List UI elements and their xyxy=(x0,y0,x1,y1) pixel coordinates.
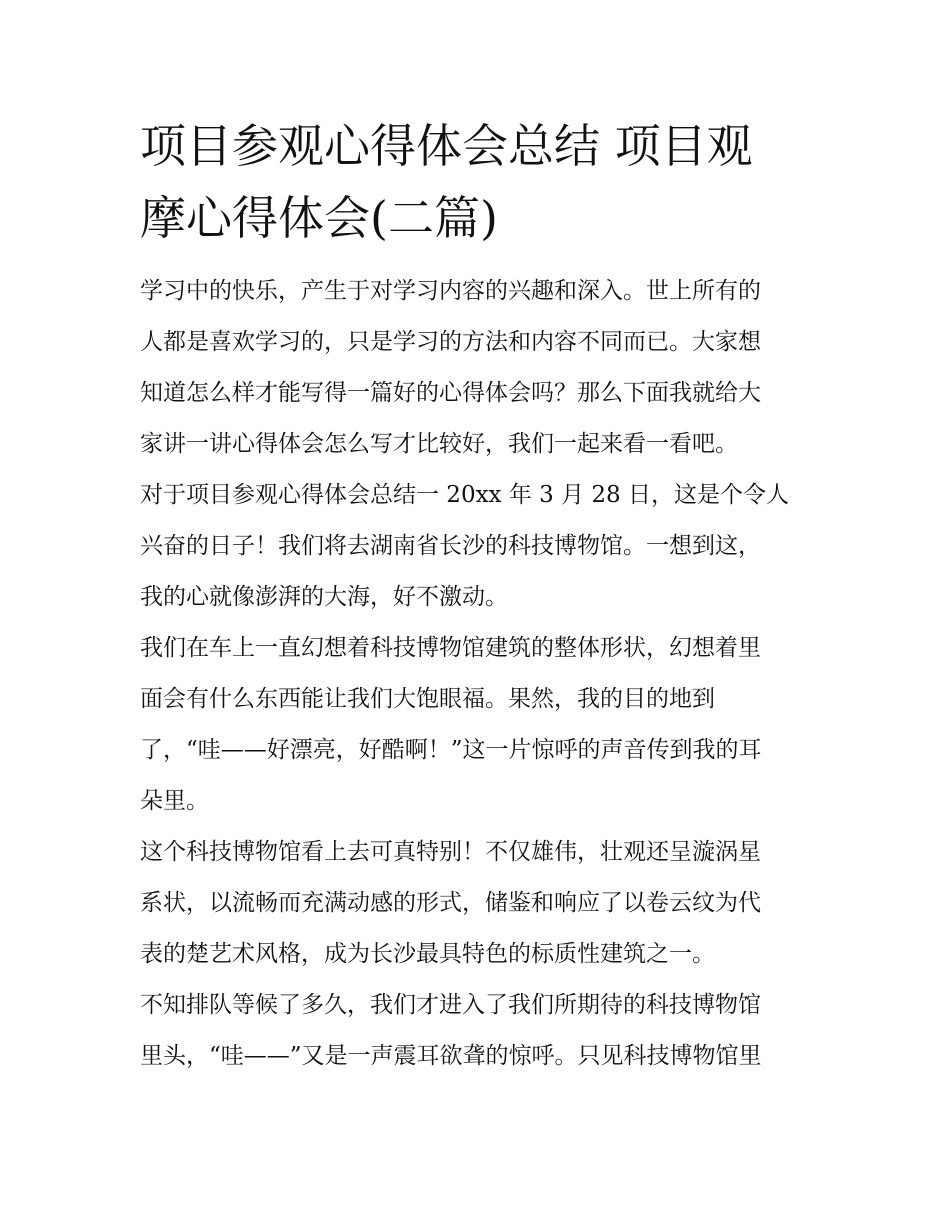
paragraph-2 xyxy=(140,470,816,623)
text-line: 了，“哇——好漂亮，好酷啊！”这一片惊呼的声音传到我的耳 xyxy=(140,737,762,763)
document-body xyxy=(140,266,816,1082)
title-line: 摩心得体会(二篇) xyxy=(140,191,498,245)
document-title xyxy=(140,110,816,254)
paragraph-4 xyxy=(140,827,816,980)
text-line: 朵里。 xyxy=(140,788,209,814)
text-line: 这个科技博物馆看上去可真特别！不仅雄伟，壮观还呈漩涡星 xyxy=(140,839,761,865)
text-line: 我们在车上一直幻想着科技博物馆建筑的整体形状，幻想着里 xyxy=(140,635,761,661)
text-line: 里头，“哇——”又是一声震耳欲聋的惊呼。只见科技博物馆里 xyxy=(140,1043,762,1069)
title-line: 项目参观心得体会总结 项目观 xyxy=(140,119,753,173)
text-line: 家讲一讲心得体会怎么写才比较好，我们一起来看一看吧。 xyxy=(140,431,738,457)
paragraph-5 xyxy=(140,980,816,1082)
text-line: 表的楚艺术风格，成为长沙最具特色的标质性建筑之一。 xyxy=(140,941,715,967)
text-line: 我的心就像澎湃的大海，好不激动。 xyxy=(140,584,508,610)
text-line: 系状，以流畅而充满动感的形式，储鉴和响应了以卷云纹为代 xyxy=(140,890,761,916)
paragraph-3 xyxy=(140,623,816,827)
text-line: 对于项目参观心得体会总结一 20xx 年 3 月 28 日，这是个令人 xyxy=(140,482,789,508)
document-content xyxy=(140,110,816,1082)
paragraph-1 xyxy=(140,266,816,470)
text-line: 知道怎么样才能写得一篇好的心得体会吗？那么下面我就给大 xyxy=(140,380,761,406)
text-line: 学习中的快乐，产生于对学习内容的兴趣和深入。世上所有的 xyxy=(140,278,761,304)
text-line: 不知排队等候了多久，我们才进入了我们所期待的科技博物馆 xyxy=(140,992,761,1018)
text-line: 兴奋的日子！我们将去湖南省长沙的科技博物馆。一想到这， xyxy=(140,533,761,559)
text-line: 人都是喜欢学习的，只是学习的方法和内容不同而已。大家想 xyxy=(140,329,761,355)
text-line: 面会有什么东西能让我们大饱眼福。果然，我的目的地到 xyxy=(140,686,715,712)
